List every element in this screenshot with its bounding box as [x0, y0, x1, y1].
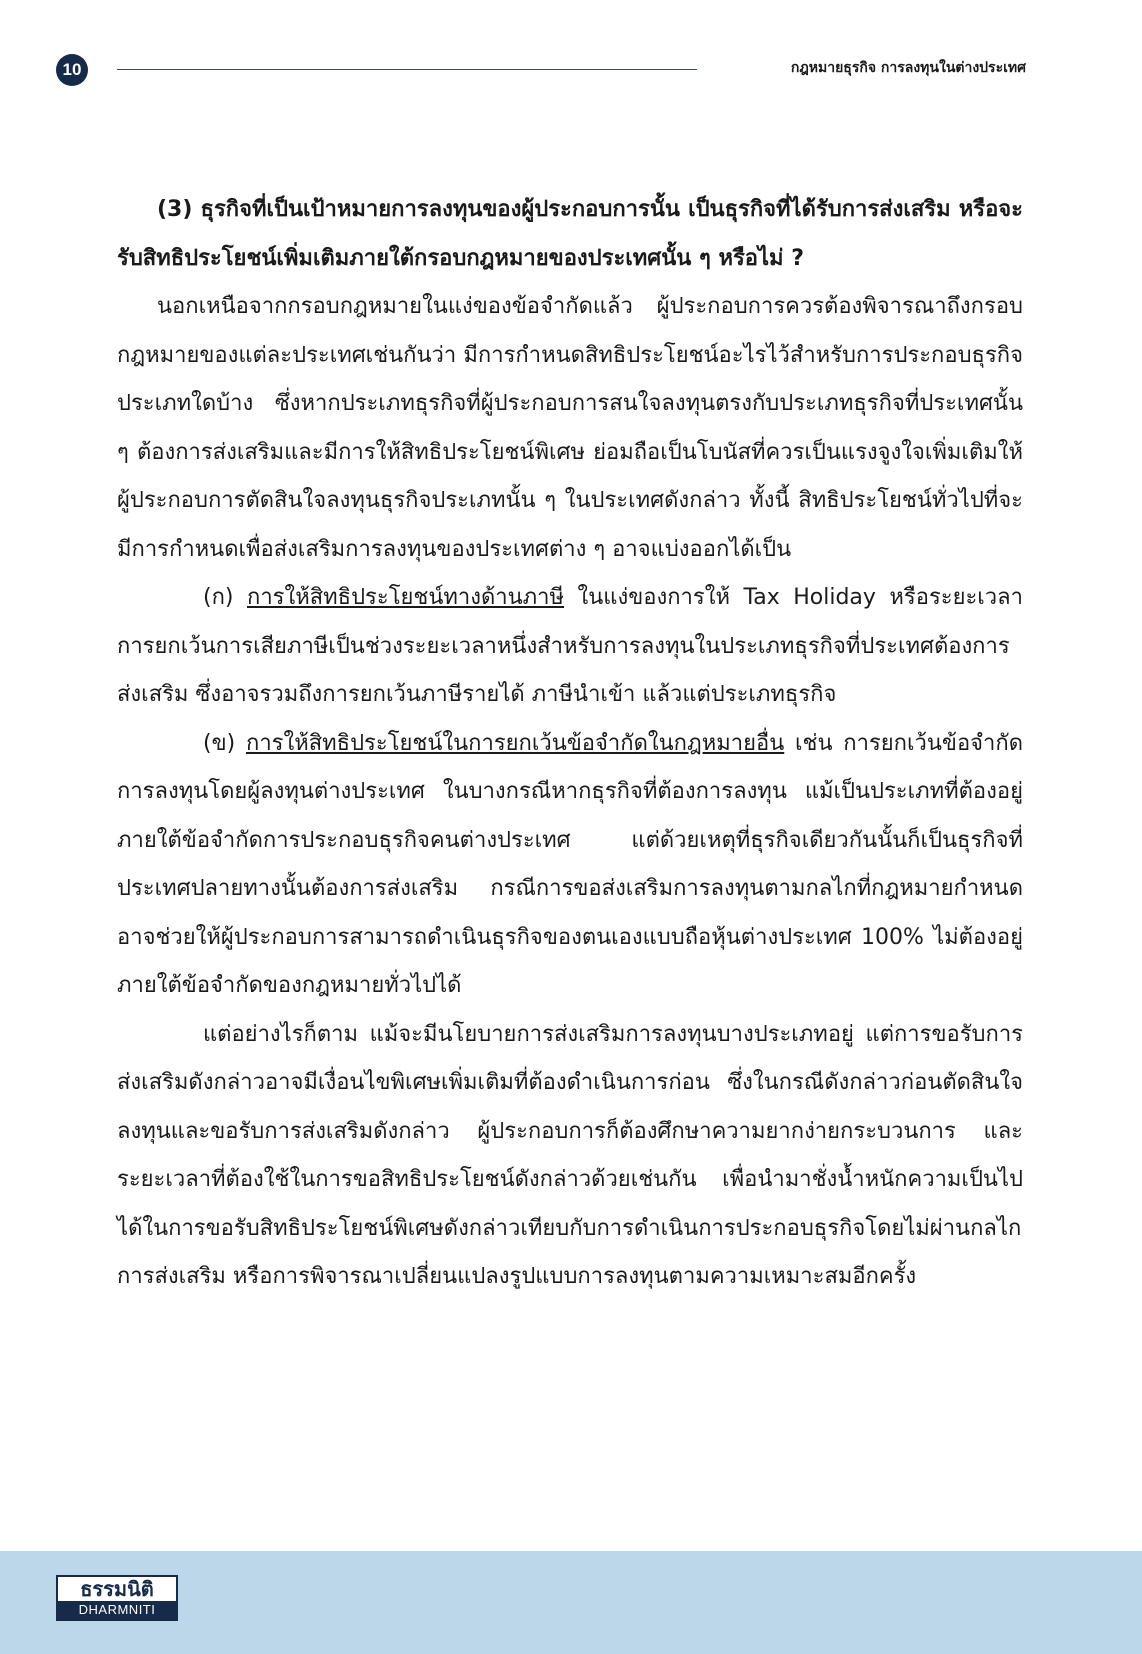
list-item-a [117, 574, 1023, 720]
list-item-b-term: การให้สิทธิประโยชน์ในการยกเว้นข้อจำกัดในกฎหมายอื่น [246, 730, 785, 756]
body-paragraph-1: นอกเหนือจากกรอบกฎหมายในแง่ของข้อจำกัดแล้ว ผู้ประกอบการควรต้องพิจารณาถึงกรอบกฎหมายของแต่ละประเทศเช่นกันว่า มีการกำหนดสิทธิประโยชน์อะไรไว้สำหรับการประกอบธุรกิจประเภทใดบ้าง ซึ่งหากประเภทธุรกิจที่ผู้ประกอบการสนใจลงทุนตรงกับประเภทธุรกิจที่ประเทศนั้น ๆ ต้องการส่งเสริมและมีการให้สิทธิประโยชน์พิเศษ ย่อมถือเป็นโบนัสที่ควรเป็นแรงจูงใจเพิ่มเติมให้ผู้ประกอบการตัดสินใจลงทุนธุรกิจประเภทนั้น ๆ ในประเทศดังกล่าว ทั้งนี้ สิทธิประโยชน์ทั่วไปที่จะมีการกำหนดเพื่อส่งเสริมการลงทุนของประเทศต่าง ๆ อาจแบ่งออกได้เป็น [117, 294, 1023, 562]
page-content [117, 186, 1023, 1302]
list-item-a-term: การให้สิทธิประโยชน์ทางด้านภาษี [247, 585, 565, 610]
section-heading: (3) ธุรกิจที่เป็นเป้าหมายการลงทุนของผู้ประกอบการนั้น เป็นธุรกิจที่ได้รับการส่งเสริม หรือจะรับสิทธิประโยชน์เพิ่มเติมภายใต้กรอบกฎหมายของประเทศนั้น ๆ หรือไม่ ? [117, 197, 1023, 271]
list-item-b [117, 720, 1023, 1011]
page-number-badge [56, 54, 88, 86]
logo-english-text: DHARMNITI [58, 1601, 176, 1619]
list-item-a-text: ในแง่ของการให้ Tax Holiday หรือระยะเวลาการยกเว้นการเสียภาษีเป็นช่วงระยะเวลาหนึ่งสำหรับการลงทุนในประเภทธุรกิจที่ประเทศต้องการส่งเสริม ซึ่งอาจรวมถึงการยกเว้นภาษีรายได้ ภาษีนำเข้า แล้วแต่ประเภทธุรกิจ [117, 585, 1023, 707]
list-item-a-marker: (ก) [203, 585, 234, 610]
footer-band [0, 1551, 1142, 1654]
page-number: 10 [62, 60, 82, 79]
list-item-b-marker: (ข) [203, 730, 236, 756]
publisher-logo [56, 1575, 178, 1621]
logo-thai-text: ธรรมนิติ [80, 1577, 154, 1601]
list-item-b-text: เช่น การยกเว้นข้อจำกัดการลงทุนโดยผู้ลงทุนต่างประเทศ ในบางกรณีหากธุรกิจที่ต้องการลงทุน แม้เป็นประเภทที่ต้องอยู่ภายใต้ข้อจำกัดการประกอบธุรกิจคนต่างประเทศ แต่ด้วยเหตุที่ธุรกิจเดียวกันนั้นก็เป็นธุรกิจที่ประเทศปลายทางนั้นต้องการส่งเสริม กรณีการขอส่งเสริมการลงทุนตามกลไกที่กฎหมายกำหนดอาจช่วยให้ผู้ประกอบการสามารถดำเนินธุรกิจของตนเองแบบถือหุ้นต่างประเทศ 100% ไม่ต้องอยู่ภายใต้ข้อจำกัดของกฎหมายทั่วไปได้ [117, 730, 1024, 998]
header-rule [117, 69, 697, 70]
running-title: กฎหมายธุรกิจ การลงทุนในต่างประเทศ [790, 60, 1026, 76]
body-paragraph-2: แต่อย่างไรก็ตาม แม้จะมีนโยบายการส่งเสริมการลงทุนบางประเภทอยู่ แต่การขอรับการส่งเสริมดังกล่าวอาจมีเงื่อนไขพิเศษเพิ่มเติมที่ต้องดำเนินการก่อน ซึ่งในกรณีดังกล่าวก่อนตัดสินใจลงทุนและขอรับการส่งเสริมดังกล่าว ผู้ประกอบการก็ต้องศึกษาความยากง่ายกระบวนการ และระยะเวลาที่ต้องใช้ในการขอสิทธิประโยชน์ดังกล่าวด้วยเช่นกัน เพื่อนำมาชั่งน้ำหนักความเป็นไปได้ในการขอรับสิทธิประโยชน์พิเศษดังกล่าวเทียบกับการดำเนินการประกอบธุรกิจโดยไม่ผ่านกลไกการส่งเสริม หรือการพิจารณาเปลี่ยนแปลงรูปแบบการลงทุนตามความเหมาะสมอีกครั้ง [117, 1021, 1023, 1289]
